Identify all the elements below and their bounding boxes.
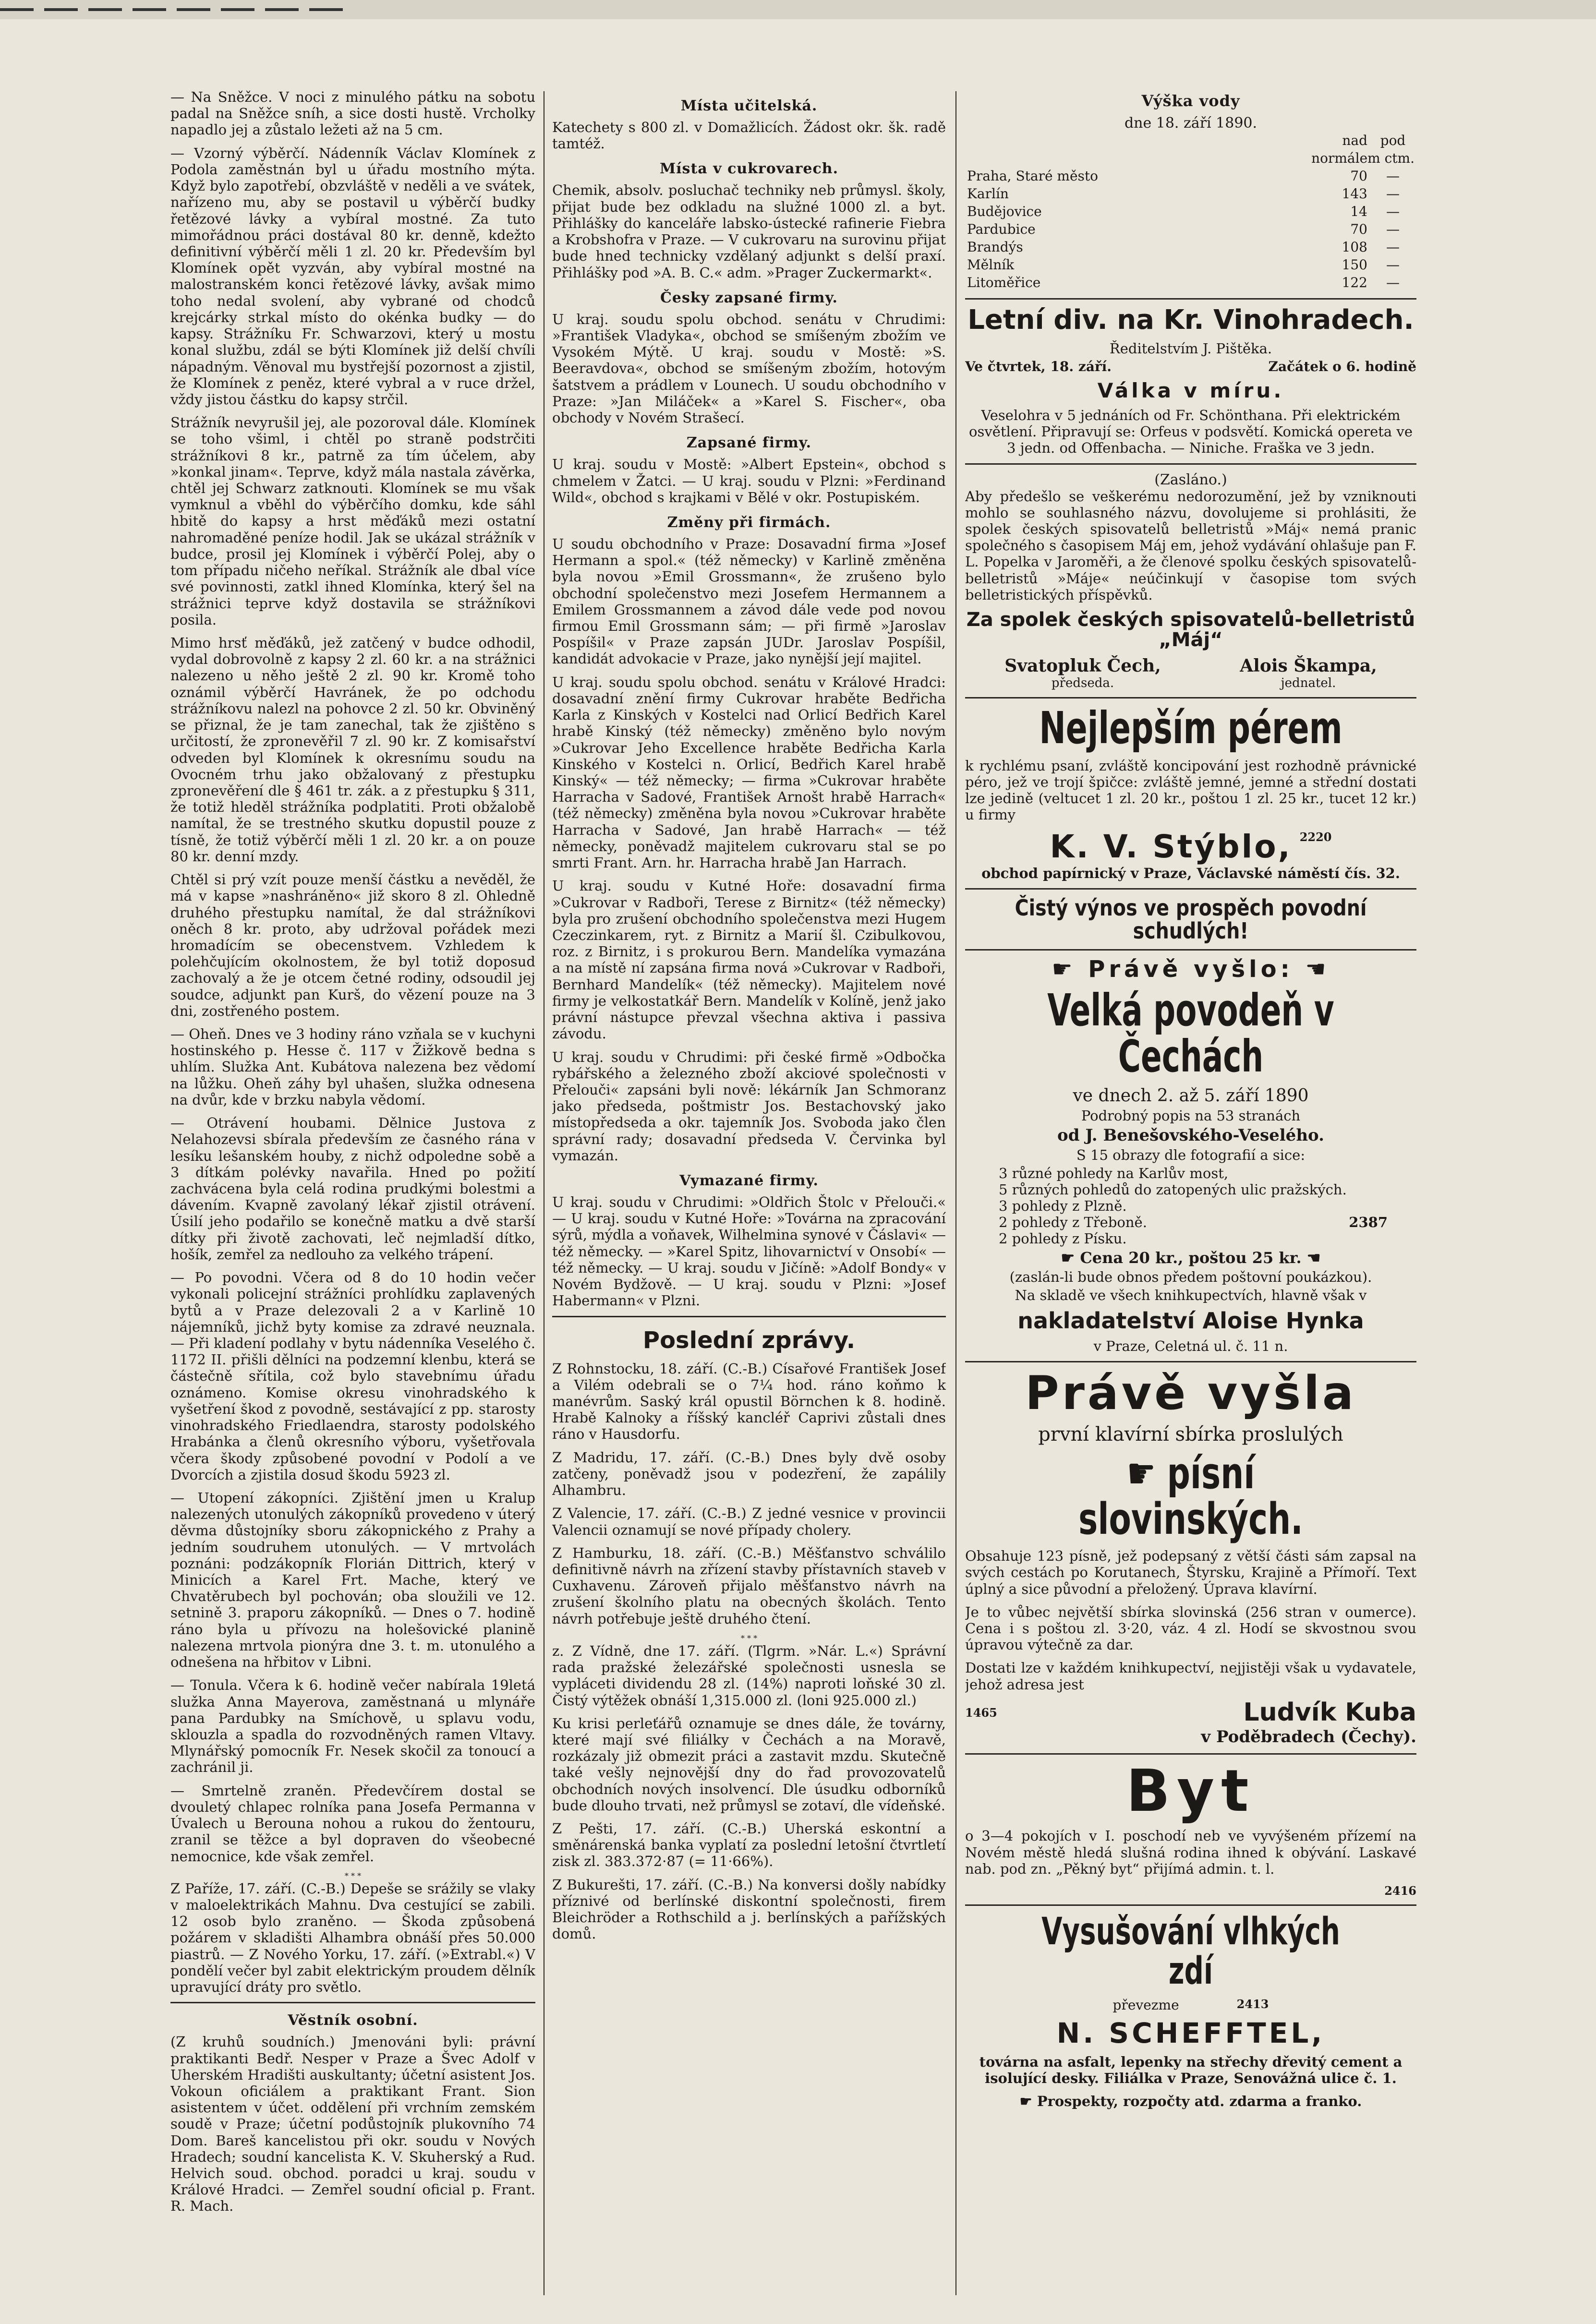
table-row: Litoměřice 122 —: [967, 275, 1400, 290]
divider: [965, 949, 1416, 951]
flood-title: Velká povodeň v Čechách: [1047, 984, 1334, 1083]
separator-stars: * * *: [740, 1633, 758, 1643]
flood-publisher-address: v Praze, Celetná ul. č. 11 n.: [1093, 1338, 1288, 1355]
column-local-news: [170, 89, 535, 2305]
theatre-play: Válka v míru.: [1097, 378, 1284, 402]
pointing-hand-icon: ☛: [1052, 956, 1088, 983]
teacher-posts: Katechety s 800 zl. v Domažlicích. Žádost okr. šk. radě tamtéž.: [552, 119, 946, 152]
byt-title: Byt: [1126, 1758, 1256, 1825]
section-title-sugar: Místa v cukrovarech.: [659, 160, 839, 178]
pure-yield-title: Čistý výnos ve prospěch povodní schudlých!: [1015, 894, 1367, 944]
czech-firms: U kraj. soudu spolu obchod. senátu v Chrudimi: »František Vladyka«, obchod se smíšeným zbožím ve Vysokém Mýtě. U kraj. soudu v Mostě: »S. Beeravdova«, obchod se smíšeným zbožím, hotovým šatstvem a prádlem v Lounech. U soudu obchodního v Praze: »Jan Miláček« a »Karel S. Fischer«, oba obchody v Novém Strašecí.: [552, 311, 946, 426]
section-title-deleted: Vymazané firmy.: [679, 1172, 819, 1190]
pen-title: Nejlepším pérem: [1039, 702, 1342, 754]
sent-title: (Zasláno.): [1154, 471, 1227, 488]
news-item: — Po povodni. Včera od 8 do 10 hodin večer vykonali policejní strážníci prohlídku zaplavených bytů a v Praze delezovali 2 a v Karlině 10 nájemníků, jichž byty komise za zdravé neuznala. — Při kladení podlahy v bytu nádenníka Veselého č. 1172 II. přišli dělníci na podzemní klenbu, která se částečně sřítila, což bylo stavebnímu úřadu oznámeno. Komise okresu vinohradského k vyšetření škod z povodně, sestávající z pp. starosty vinohradského Friedlaendra, starosty podolského Hrabánka a členů okresního výboru, vyšetřovala včera škody způsobené povodní v Podolí a ve Dvorcích a zjistila dosud škodu 5923 zl.: [170, 1269, 535, 1483]
pointing-hand-icon: ☛: [1061, 1249, 1080, 1267]
flood-dates: ve dnech 2. až 5. září 1890: [1073, 1086, 1309, 1106]
flood-price: ☛ Cena 20 kr., poštou 25 kr. ☚: [1061, 1249, 1321, 1267]
theatre-director: Ředitelstvím J. Pištěka.: [1109, 340, 1272, 357]
songs-title: Právě vyšla: [1025, 1366, 1356, 1421]
pen-firm-row: [965, 830, 1416, 863]
divider: [965, 1753, 1416, 1755]
songs-signature-row: [965, 1699, 1416, 1726]
column-classifieds: [552, 89, 946, 2305]
section-title-firms: Zapsané firmy.: [686, 434, 812, 452]
songs-subtitle: první klavírní sbírka proslulých: [1038, 1423, 1343, 1446]
table-row: Pardubice 70 —: [967, 221, 1400, 237]
theatre-date: Ve čtvrtek, 18. září.: [965, 358, 1112, 374]
dry-takes-over: převezme: [1112, 1997, 1179, 2013]
divider: [965, 1904, 1416, 1906]
dry-number: 2413: [1236, 1997, 1269, 2011]
water-header-unit: normálem ctm.: [1311, 150, 1415, 166]
news-item: — Tonula. Včera k 6. hodině večer nabírala 19letá služka Anna Mayerova, zaměstnaná u mlynáře pana Pardubky na Smíchově, u splavu vodu, sklouzla a spadla do rozvodněných ramen Vltavy. Mlynářský pomocník Fr. Nesek skočil za tonoucí a zachránil ji.: [170, 1677, 535, 1776]
songs-text-3: Dostati lze v každém knihkupectví, nejjistěji však u vydavatele, jehož adresa jest: [965, 1660, 1416, 1693]
firm-change: U soudu obchodního v Praze: Dosavadní firma »Josef Hermann a spol.« (též německy) v Karlině změněna byla novou »Emil Grossmann«, že zrušeno bylo obchodní společenstvo mezi Josefem Hermannem a Emilem Grossmannem a závod dále vede pod novou firmou Emil Grossmann sám; — při firmě »Jaroslav Pospíšil« v Praze zapsán JUDr. Jaroslav Pospíšil, kandidát advokacie v Praze, jako nynější její majitel.: [552, 535, 946, 667]
sent-organization: Za spolek českých spisovatelů-belletristů „Máj“: [966, 609, 1415, 651]
firm-change: U kraj. soudu v Kutné Hoře: dosavadní firma »Cukrovar v Radboři, Terese z Birnitz« (též německy) byla pro zrušení obchodního společenstva mezi Hugem Czeczinkarem, ryt. z Birnitz a Marií šl. Czibulkovou, roz. z Birnitz, i s prokurou Bern. Mandelíka vymazána a na místě ní zapsána firma nová »Cukrovar v Radboři, Bernhard Mandelík« (též německy). Majitelem nové firmy je velkostatkář Bern. Mandelík v Kolíně, jenž jako právní nástupce převzal všechna aktiva i passiva závodu.: [552, 878, 946, 1042]
top-edge: [0, 0, 1596, 19]
pointing-hand-icon: ☚: [1293, 956, 1330, 983]
flood-picture-list: [965, 1165, 1416, 1247]
flood-publisher: nakladatelství Aloise Hynka: [1017, 1308, 1364, 1334]
pen-number: 2220: [1299, 830, 1332, 844]
list-item: 2 pohledy z Třeboně.: [999, 1214, 1147, 1231]
flood-description: Podrobný popis na 53 stranách: [1081, 1108, 1301, 1124]
latest-item: Z Valencie, 17. září. (C.-B.) Z jedné vesnice v provincii Valencii oznamují se nové případy cholery.: [552, 1505, 946, 1538]
pointing-hand-icon: ☚: [1301, 1249, 1321, 1267]
dry-text: továrna na asfalt, lepenky na střechy dřevitý cement a isolující desky. Filiálka v Praze, Senovážná ulice č. 1.: [979, 2053, 1403, 2086]
flood-number: 2387: [1349, 1214, 1388, 1231]
flood-pictures: S 15 obrazy dle fotografií a sice:: [1076, 1147, 1306, 1164]
registered-firms: U kraj. soudu v Mostě: »Albert Epstein«, obchod s chmelem v Žatci. — U kraj. soudu v Plzni: »Ferdinand Wild«, obchod s krajkami v Bělé v okr. Postupiském.: [552, 456, 946, 506]
pen-address: obchod papírnický v Praze, Václavské náměstí čís. 32.: [981, 865, 1400, 881]
table-row: Mělník 150 —: [967, 257, 1400, 273]
table-row: Brandýs 108 —: [967, 239, 1400, 255]
water-header-above: nad: [1342, 132, 1367, 148]
news-item: — Otrávení houbami. Dělnice Justova z Nelahozevsi sbírala především ze časného rána v lesíku lešanském houby, z nichž odpoledne sobě a 3 dítkám polévky navařila. Hned po požití zachvácena byla celá rodina prudkými bolestmi a dávením. Kvapně zavolaný lékař zjistil otrávení. Úsilí jeho podařilo se konečně matku a dvě starší dítky při životě zachovati, leč nejmladší dítko, hošík, zemřel za nedlouho za velkého trápení.: [170, 1115, 535, 1263]
latest-item: Z Rohnstocku, 18. září. (C.-B.) Císařové František Josef a Vilém odebrali se o 7¼ hod. ráno koňmo k manévrům. Saský král opustil Börnchen k 8. hodině. Hrabě Kalnoky a říšský kancléř Caprivi zůstali dnes ráno v Hausdorfu.: [552, 1360, 946, 1443]
signature-role: jednatel.: [1281, 676, 1336, 691]
news-item: Mimo hrsť měďáků, jež zatčený v budce odhodil, vydal dobrovolně z kapsy 2 zl. 60 kr. a na strážnici nalezeno u něho ještě 2 zl. 90 kr. Kromě toho oznámil výběrčí Havránek, že po odchodu strážníkovu nalezl na pohovce 2 zl. 50 kr. Obviněný se přiznal, že je tam zanechal, tak že zjištěno s určitostí, že zpronevěřil 7 zl. 90 kr. Z komisařství odveden byl Klomínek k okresnímu soudu na Ovocném trhu jako obžalovaný z přestupku zpronevěření dle § 461 tr. zák. a z přestupku § 311, že totiž hleděl strážníka podplatiti. Proti obžalobě namítal, že se trestného skutku dopustil pouze z tísně, že totiž výběrčí měli 1 zl. 20 kr. a on pouze 80 kr. denní mzdy.: [170, 635, 535, 865]
divider: [965, 463, 1416, 465]
flood-banner: ☛ Právě vyšlo: ☚: [1052, 956, 1330, 983]
section-title-changes: Změny při firmách.: [667, 514, 831, 531]
news-item: — Smrtelně zraněn. Předevčírem dostal se dvouletý chlapec rolníka pana Josefa Permanna v Úvalech u Berouna nohou a rukou do žentouru, zranil se těžce a byl dopraven do všeobecné nemocnice, kde však zemřel.: [170, 1782, 535, 1865]
list-item: 3 různé pohledy na Karlův most,: [999, 1165, 1229, 1182]
personal-news: (Z kruhů soudních.) Jmenováni byli: právní praktikanti Bedř. Nesper v Praze a Švec Adolf v Uherském Hradišti auskultanty; účetní asistent Jos. Vokoun oficiálem a praktikant Frant. Sion asistentem v účet. oddělení při vrchním zemském soudě v Praze; účetní podůstojník plukovního 74 Dom. Bareš kancelistou při okr. soudu v Nových Hradech; soudní kancelista K. V. Skuherský a Rud. Helvich soud. obchod. poradci u kraj. soudu v Králové Hradci. — Zemřel soudní oficial p. Frant. R. Mach.: [170, 2034, 535, 2215]
theatre-start: Začátek o 6. hodině: [1268, 358, 1416, 374]
dispatch-item: Z Paříže, 17. září. (C.-B.) Depeše se srážily se vlaky v maloelektrikách Mahnu. Dva cestující se zabili. 12 osob bylo zraněno. — Škoda způsobená požárem v skladišti Alhambra obnáší přes 50.000 piastrů. — Z Nového Yorku, 17. září. (»Extrabl.«) V pondělí večer byl zabit elektrickým proudem dělník upravující dráty pro světlo.: [170, 1880, 535, 1996]
list-item: 2 pohledy z Písku.: [999, 1230, 1127, 1247]
dry-footer: ☛ Prospekty, rozpočty atd. zdarma a franko.: [1019, 2093, 1362, 2110]
divider: [170, 2002, 535, 2003]
water-date: dne 18. září 1890.: [1124, 115, 1257, 132]
dry-firm: N. SCHEFFTEL,: [1056, 2016, 1325, 2049]
news-item: Strážník nevyrušil jej, ale pozoroval dále. Klomínek se toho všiml, i chtěl po straně podstrčiti strážníkovi 8 kr., patrně za tím účelem, aby »konkal jinam«. Teprve, když mála nastala závěrka, chtěl jej Schwarz zatknouti. Klomínek se mu však vymknul a vběhl do výběrčího domku, kde sáhl hbitě do kapsy a hrst měďáků mezi ostatní nahromaděné peníze hodil. Jak se ukázal strážník v budce, prosil jej Klomínek i výběrčí Polej, aby o tom případu ničeho neříkal. Strážník ale dbal více své povinnosti, zatkl ihned Klomínka, který šel na strážnici teprve když dostavila se strážníkovi posila.: [170, 414, 535, 628]
songs-name: Ludvík Kuba: [1243, 1698, 1416, 1727]
news-item: Chtěl si prý vzít pouze menší částku a nevěděl, že má v kapse »nashráněno« již skoro 8 zl. Ohledně druhého přestupku namítal, že dal strážníkovi oněch 8 kr. proto, aby udržoval pořádek mezi hromadícím se obecenstvem. Vzhledem k polehčujícím okolnostem, že byl totiž doposud zachovalý a že je otcem četné rodiny, odsoudil jej soudce, adjunkt pan Kurš, do vězení pouze na 3 dni, zostřeného postem.: [170, 871, 535, 1019]
news-item: — Na Sněžce. V noci z minulého pátku na sobotu padal na Sněžce sníh, a sice dosti hustě. Vrcholky napadlo jej a zůstalo ležeti až na 5 cm.: [170, 89, 535, 138]
divider: [965, 888, 1416, 890]
section-title-personal: Věstník osobní.: [288, 2012, 418, 2029]
flood-author: od J. Benešovského-Veselého.: [1057, 1126, 1324, 1145]
firm-change: U kraj. soudu spolu obchod. senátu v Králové Hradci: dosavadní znění firmy Cukrovar hraběte Bedřicha Karla z Kinských v Kostelci nad Orlicí Bedřich Karel hrabě Kinský (též německy) změněno bylo novým »Cukrovar Jeho Excellence hraběte Bedřicha Karla Kinského v Kostelci n. Orlicí, Bedřich Karel hrabě Kinský« — též německy; — firma »Cukrovar hraběte Harracha v Sadové, František Arnošt hrabě Harrach« (též německy) změněna byla novou »Cukrovar hraběte Harracha v Sadové, Jan hrabě Harrach« — též německy, poněvadž majitelem cukrovaru stal se po smrti Frant. Arn. hr. Harracha hrabě Jan Harrach.: [552, 674, 946, 871]
sent-signatures: [965, 656, 1416, 690]
latest-item: Z Bukurešti, 17. září. (C.-B.) Na konversi došly nabídky příznivé od berlínské diskontní společnosti, firem Bleichröder a Rothschild a j. berlínských a pařížských domů.: [552, 1876, 946, 1942]
songs-address: v Poděbradech (Čechy).: [1201, 1727, 1416, 1747]
songs-number: 1465: [965, 1705, 997, 1720]
songs-big: ☛ písní slovinských.: [1078, 1448, 1303, 1544]
flood-stock: Na skladě ve všech knihkupectvích, hlavně však v: [1015, 1287, 1367, 1304]
songs-text-2: Je to vůbec největší sbírka slovinská (256 stran v oumerce). Cena i s poštou zl. 3·20, váz. 4 zl. Hodí se skvostnou svou úpravou výtečně za dar.: [965, 1603, 1416, 1653]
pointing-hand-icon: ☛: [1126, 1448, 1167, 1499]
section-title-teacher: Místa učitelská.: [680, 97, 818, 114]
flood-post-note: (zaslán-li bude obnos předem poštovní poukázkou).: [1009, 1269, 1372, 1286]
table-row: Karlín 143 —: [967, 186, 1400, 202]
latest-item: Ku krisi perleťářů oznamuje se dnes dále, že továrny, které mají své filiálky v Čechách a na Moravě, rozkázaly již obmezit práci a zastavit mzdu. Skutečně také vešly nejnovější dny do řad provozovatelů obchodních nových insolvencí. Dle úsudku odborníků bude dlouho trvati, než průmysl se zotaví, dle vídeňské.: [552, 1715, 946, 1814]
news-item: — Oheň. Dnes ve 3 hodiny ráno vzňala se v kuchyni hostinského p. Hesse č. 117 v Žižkově bedna s uhlím. Služka Ant. Kubátova nalezena bez vědomí na lůžku. Oheň záhy byl uhašen, služka odnesena na dvůr, kde v brzku nabyla vědomí.: [170, 1026, 535, 1108]
dry-title: Vysušování vlhkých zdí: [1041, 1910, 1340, 1993]
section-title-latest: Poslední zprávy.: [642, 1326, 856, 1354]
news-item: — Vzorný výběrčí. Nádenník Václav Klomínek z Podola zaměstnán byl u úřadu mostního mýta. Když bylo zapotřebí, obzvláště v neděli a ve svátek, nařízeno mu, aby se postavil u výběrčí budky řetězové lávky a vybíral mostné. Za tuto mimořádnou práci dostával 80 kr. denně, kdežto definitivní výběrčí měli 1 zl. 20 kr. Především byl Klomínek opět vyzván, aby vybíral mostné na malostranském konci řetězové lávky, avšak mimo toho nedal svolení, aby vybrané od chodců krejcárky strkal místo do okénka budky — do kapsy. Strážníku Fr. Schwarzovi, který u mostu konal službu, zdál se býti Klomínek již delší chvíli nápadným. Věnoval mu bystřejší pozornost a zjistil, že Klomínek z peněz, které vybral a v ruce držel, vždy jistou částku do kapsy strčil.: [170, 144, 535, 408]
firm-change: U kraj. soudu v Chrudimi: při české firmě »Odbočka rybářského a železného zboží akciové společnosti v Přelouči« zapsáni byli nově: lékárník Jan Schmoranz jako předseda, poštmistr Jos. Bestachovský jako místopředseda a okr. tajemník Jos. Svoboda jako člen správní rady; dosavadní předseda V. Červinka byl vymazán.: [552, 1048, 946, 1164]
divider: [965, 1361, 1416, 1362]
column-ads: [965, 89, 1416, 2305]
list-item: 3 pohledy z Plzně.: [999, 1198, 1127, 1215]
table-row: Praha, Staré město 70 —: [967, 168, 1400, 184]
byt-number: 2416: [1384, 1884, 1416, 1898]
sugar-posts: Chemik, absolv. posluchač techniky neb průmysl. školy, přijat bude bez odkladu na služné 1000 zl. a byt. Přihlášky do kanceláře labsko-ústecké rafinerie Fiebra a Krobshofra v Praze. — V cukrovaru na surovinu přijat bude hned technicky vzdělaný adjunkt s delší praxí. Přihlášky pod »A. B. C.« adm. »Prager Zuckermarkt«.: [552, 182, 946, 281]
pen-firm: K. V. Stýblo,: [1050, 828, 1292, 865]
pen-text: k rychlému psaní, zvláště koncipování jest rozhodně právnické péro, jež ve trojí špičce: zvláště jemné, jemné a střední dostati lze jedině (veltucet 1 zl. 20 kr., poštou 1 zl. 25 kr., tucet 12 kr.) u firmy: [965, 757, 1416, 823]
news-item: — Utopení zákopníci. Zjištění jmen u Kralup nalezených utonulých zákopníků provedeno v úterý děvma důstojníky sboru zákopnického z Prahy a jedním soudruhem utonulých. — V mrtvolách poznáni: podzákopník Florián Dittrich, který v Minicích a Karel Frt. Mache, který ve Chvatěrubech byl pochován; oba sloužili ve 12. setnině 3. praporu zákopníků. — Dnes o 7. hodině ráno byla u přívozu na holešovické planině nalezena mrtvola pionýra dne 3. t. m. utonulého a odnešena na hřbitov v Libni.: [170, 1489, 535, 1671]
signature-role: předseda.: [1051, 676, 1114, 691]
separator-stars: * * *: [344, 1871, 362, 1880]
sent-text: Aby předešlo se veškerému nedorozumění, jež by vzniknouti mohlo se souhlasného názvu, dovolujeme si prohlásiti, že spolek českých spisovatelů belletristů »Máj« nemá pranic společného s časopisem Máj em, jehož vydávání ohlašuje pan F. L. Popelka v Jaroměři, a že členové spolku českých spisovatelů-belletristů »Máje« neúčinkují v časopise tom svých belletristických příspěvků.: [965, 488, 1416, 603]
divider: [965, 298, 1416, 300]
byt-text: o 3—4 pokojích v I. poschodí neb ve vyvýšeném přízemí na Novém městě hledá slušná rodina ihned k obývání. Laskavé nab. pod zn. „Pěkný byt“ přijímá admin. t. l.: [965, 1828, 1416, 1877]
water-level-table: [965, 132, 1416, 291]
pointing-hand-icon: ☛: [1019, 2093, 1037, 2110]
water-title: Výška vody: [1141, 92, 1240, 110]
table-row: Budějovice 14 —: [967, 204, 1400, 219]
signature-name: Alois Škampa,: [1240, 656, 1377, 676]
latest-item: z. Z Vídně, dne 17. září. (Tlgrm. »Nár. L.«) Správní rada pražské železářské společnosti usnesla se vypláceti dividendu 28 zl. (14%) naproti loňské 30 zl. Čistý výtěžek obnáší 1,315.000 zl. (loni 925.000 zl.): [552, 1642, 946, 1709]
theatre-text: Veselohra v 5 jednáních od Fr. Schönthana. Při elektrickém osvětlení. Připravují se: Orfeus v podsvětí. Komická opereta ve 3 jedn. od Offenbacha. — Niniche. Fraška ve 3 jedn.: [969, 407, 1413, 457]
songs-text: Obsahuje 123 písně, jež podepsaný z větší části sám zapsal na svých cestách po Korutanech, Štyrsku, Krajině a Přímoří. Text úplný a sice původní a přeložený. Úprava klavírní.: [965, 1548, 1416, 1597]
latest-item: Z Madridu, 17. září. (C.-B.) Dnes byly dvě osoby zatčeny, poněvadž jsou v podezření, že zapálily Alhambru.: [552, 1449, 946, 1499]
column-rule-2: [955, 91, 956, 2295]
water-header-below: pod: [1380, 132, 1406, 148]
deleted-firms: U kraj. soudu v Chrudimi: »Oldřich Štolc v Přelouči.« — U kraj. soudu v Kutné Hoře: »Továrna na zpracování sýrů, mýdla a voňavek, Wilhelmina synové v Čáslavi« — též německy. — »Karel Spitz, lihovarnictví v Onsobí« — též německy. — U kraj. soudu v Jičíně: »Adolf Bondy« v Novém Bydžově. — U kraj. soudu v Plzni: »Josef Habermann« v Plzni.: [552, 1194, 946, 1309]
dry-takes-over-row: [965, 1997, 1416, 2013]
divider: [965, 697, 1416, 698]
signature-name: Svatopluk Čech,: [1004, 656, 1161, 676]
theatre-dateline: [965, 359, 1416, 374]
section-title-czech-firms: Česky zapsané firmy.: [660, 289, 838, 306]
theatre-title: Letní div. na Kr. Vinohradech.: [967, 304, 1414, 336]
latest-item: Z Pešti, 17. září. (C.-B.) Uherská eskontní a směnárenská banka vyplatí za poslední letošní čtvrtletí zisk zl. 383.372·87 (= 11·66%).: [552, 1820, 946, 1870]
divider: [552, 1316, 946, 1317]
latest-item: Z Hamburku, 18. září. (C.-B.) Měšťanstvo schválilo definitivně návrh na zřízení stavby přístavních staveb v Cuxhavenu. Zároveň přijalo měšťanstvo návrh na zrušení školního platu na obecných školách. Tento návrh potřebuje ještě druhého čtení.: [552, 1544, 946, 1627]
list-item: 5 různých pohledů do zatopených ulic pražských.: [999, 1181, 1347, 1198]
